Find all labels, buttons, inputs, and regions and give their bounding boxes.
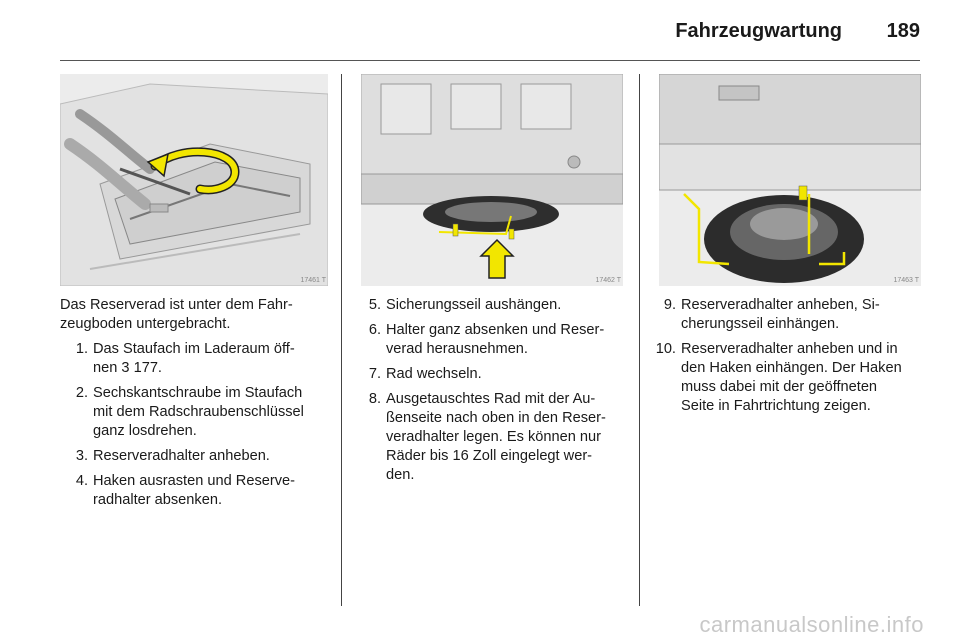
step-1: [68, 340, 330, 378]
column-2-text: [361, 296, 629, 491]
step-text: nen: [93, 360, 122, 376]
header-rule: [60, 60, 920, 61]
illustration-spare-wheel-holder: [659, 74, 921, 286]
page-number: 189: [886, 20, 920, 42]
section-title: Fahrzeugwartung: [675, 20, 842, 42]
illustration-storage-compartment: [60, 74, 328, 286]
step-10: [652, 340, 927, 416]
step-number: 1.: [75, 341, 88, 357]
step-text: mit dem Radschraubenschlüssel: [93, 404, 304, 420]
step-9: [652, 296, 927, 334]
step-number: 9.: [663, 297, 676, 313]
figure-spare-wheel-holder: [659, 74, 921, 286]
step-text: radhalter absenken.: [93, 492, 222, 508]
illustration-spare-wheel-release: [361, 74, 623, 286]
figure-code: 17461 T: [300, 277, 326, 284]
step-text: Ausgetauschtes Rad mit der Au-: [386, 391, 596, 407]
intro-line: Das Reserverad ist unter dem Fahr-: [60, 297, 293, 313]
step-text: ganz losdrehen.: [93, 423, 197, 439]
column-divider-2: [639, 74, 640, 606]
figure-storage-compartment: [60, 74, 328, 286]
step-3: [68, 447, 330, 466]
step-text: Seite in Fahrtrichtung zeigen.: [681, 398, 871, 414]
watermark: carmanualsonline.info: [699, 612, 924, 637]
step-text: Sechskantschraube im Staufach: [93, 385, 303, 401]
step-number: 7.: [368, 366, 381, 382]
step-text: verad herausnehmen.: [386, 341, 528, 357]
step-number: 2.: [75, 385, 88, 401]
step-number: 10.: [655, 341, 676, 357]
step-text: veradhalter legen. Es können nur: [386, 429, 601, 445]
step-text: muss dabei mit der geöffneten: [681, 379, 878, 395]
step-text: Halter ganz absenken und Reser-: [386, 322, 605, 338]
step-text: Haken ausrasten und Reserve-: [93, 473, 295, 489]
step-4: [68, 472, 330, 510]
step-text: ßenseite nach oben in den Reser-: [386, 410, 606, 426]
step-number: 3.: [75, 448, 88, 464]
step-number: 4.: [75, 473, 88, 489]
page-header: [0, 0, 960, 60]
step-text: Reserveradhalter anheben.: [93, 448, 270, 464]
figure-code: 17462 T: [595, 277, 621, 284]
page-reference[interactable]: 177.: [129, 360, 162, 376]
intro-paragraph: [60, 296, 330, 334]
step-8: [361, 390, 629, 485]
page-reference-icon[interactable]: 3: [121, 360, 130, 376]
step-5: [361, 296, 629, 315]
step-2: [68, 384, 330, 441]
step-6: [361, 321, 629, 359]
intro-line: zeugboden untergebracht.: [60, 316, 231, 332]
column-divider-1: [341, 74, 342, 606]
step-text: Sicherungsseil aushängen.: [386, 297, 562, 313]
step-text: Räder bis 16 Zoll eingelegt wer-: [386, 448, 593, 464]
step-text: cherungsseil einhängen.: [681, 316, 840, 332]
step-number: 8.: [368, 391, 381, 407]
step-text: Reserveradhalter anheben und in: [681, 341, 898, 357]
step-text: den Haken einhängen. Der Haken: [681, 360, 902, 376]
step-text: Das Staufach im Laderaum öff-: [93, 341, 295, 357]
step-number: 6.: [368, 322, 381, 338]
figure-spare-wheel-release: [361, 74, 623, 286]
figure-code: 17463 T: [893, 277, 919, 284]
step-text: Reserveradhalter anheben, Si-: [681, 297, 880, 313]
step-text: Rad wechseln.: [386, 366, 482, 382]
step-7: [361, 365, 629, 384]
step-number: 5.: [368, 297, 381, 313]
step-text: den.: [386, 467, 415, 483]
column-1-text: [60, 296, 330, 516]
column-3-text: [652, 296, 927, 422]
